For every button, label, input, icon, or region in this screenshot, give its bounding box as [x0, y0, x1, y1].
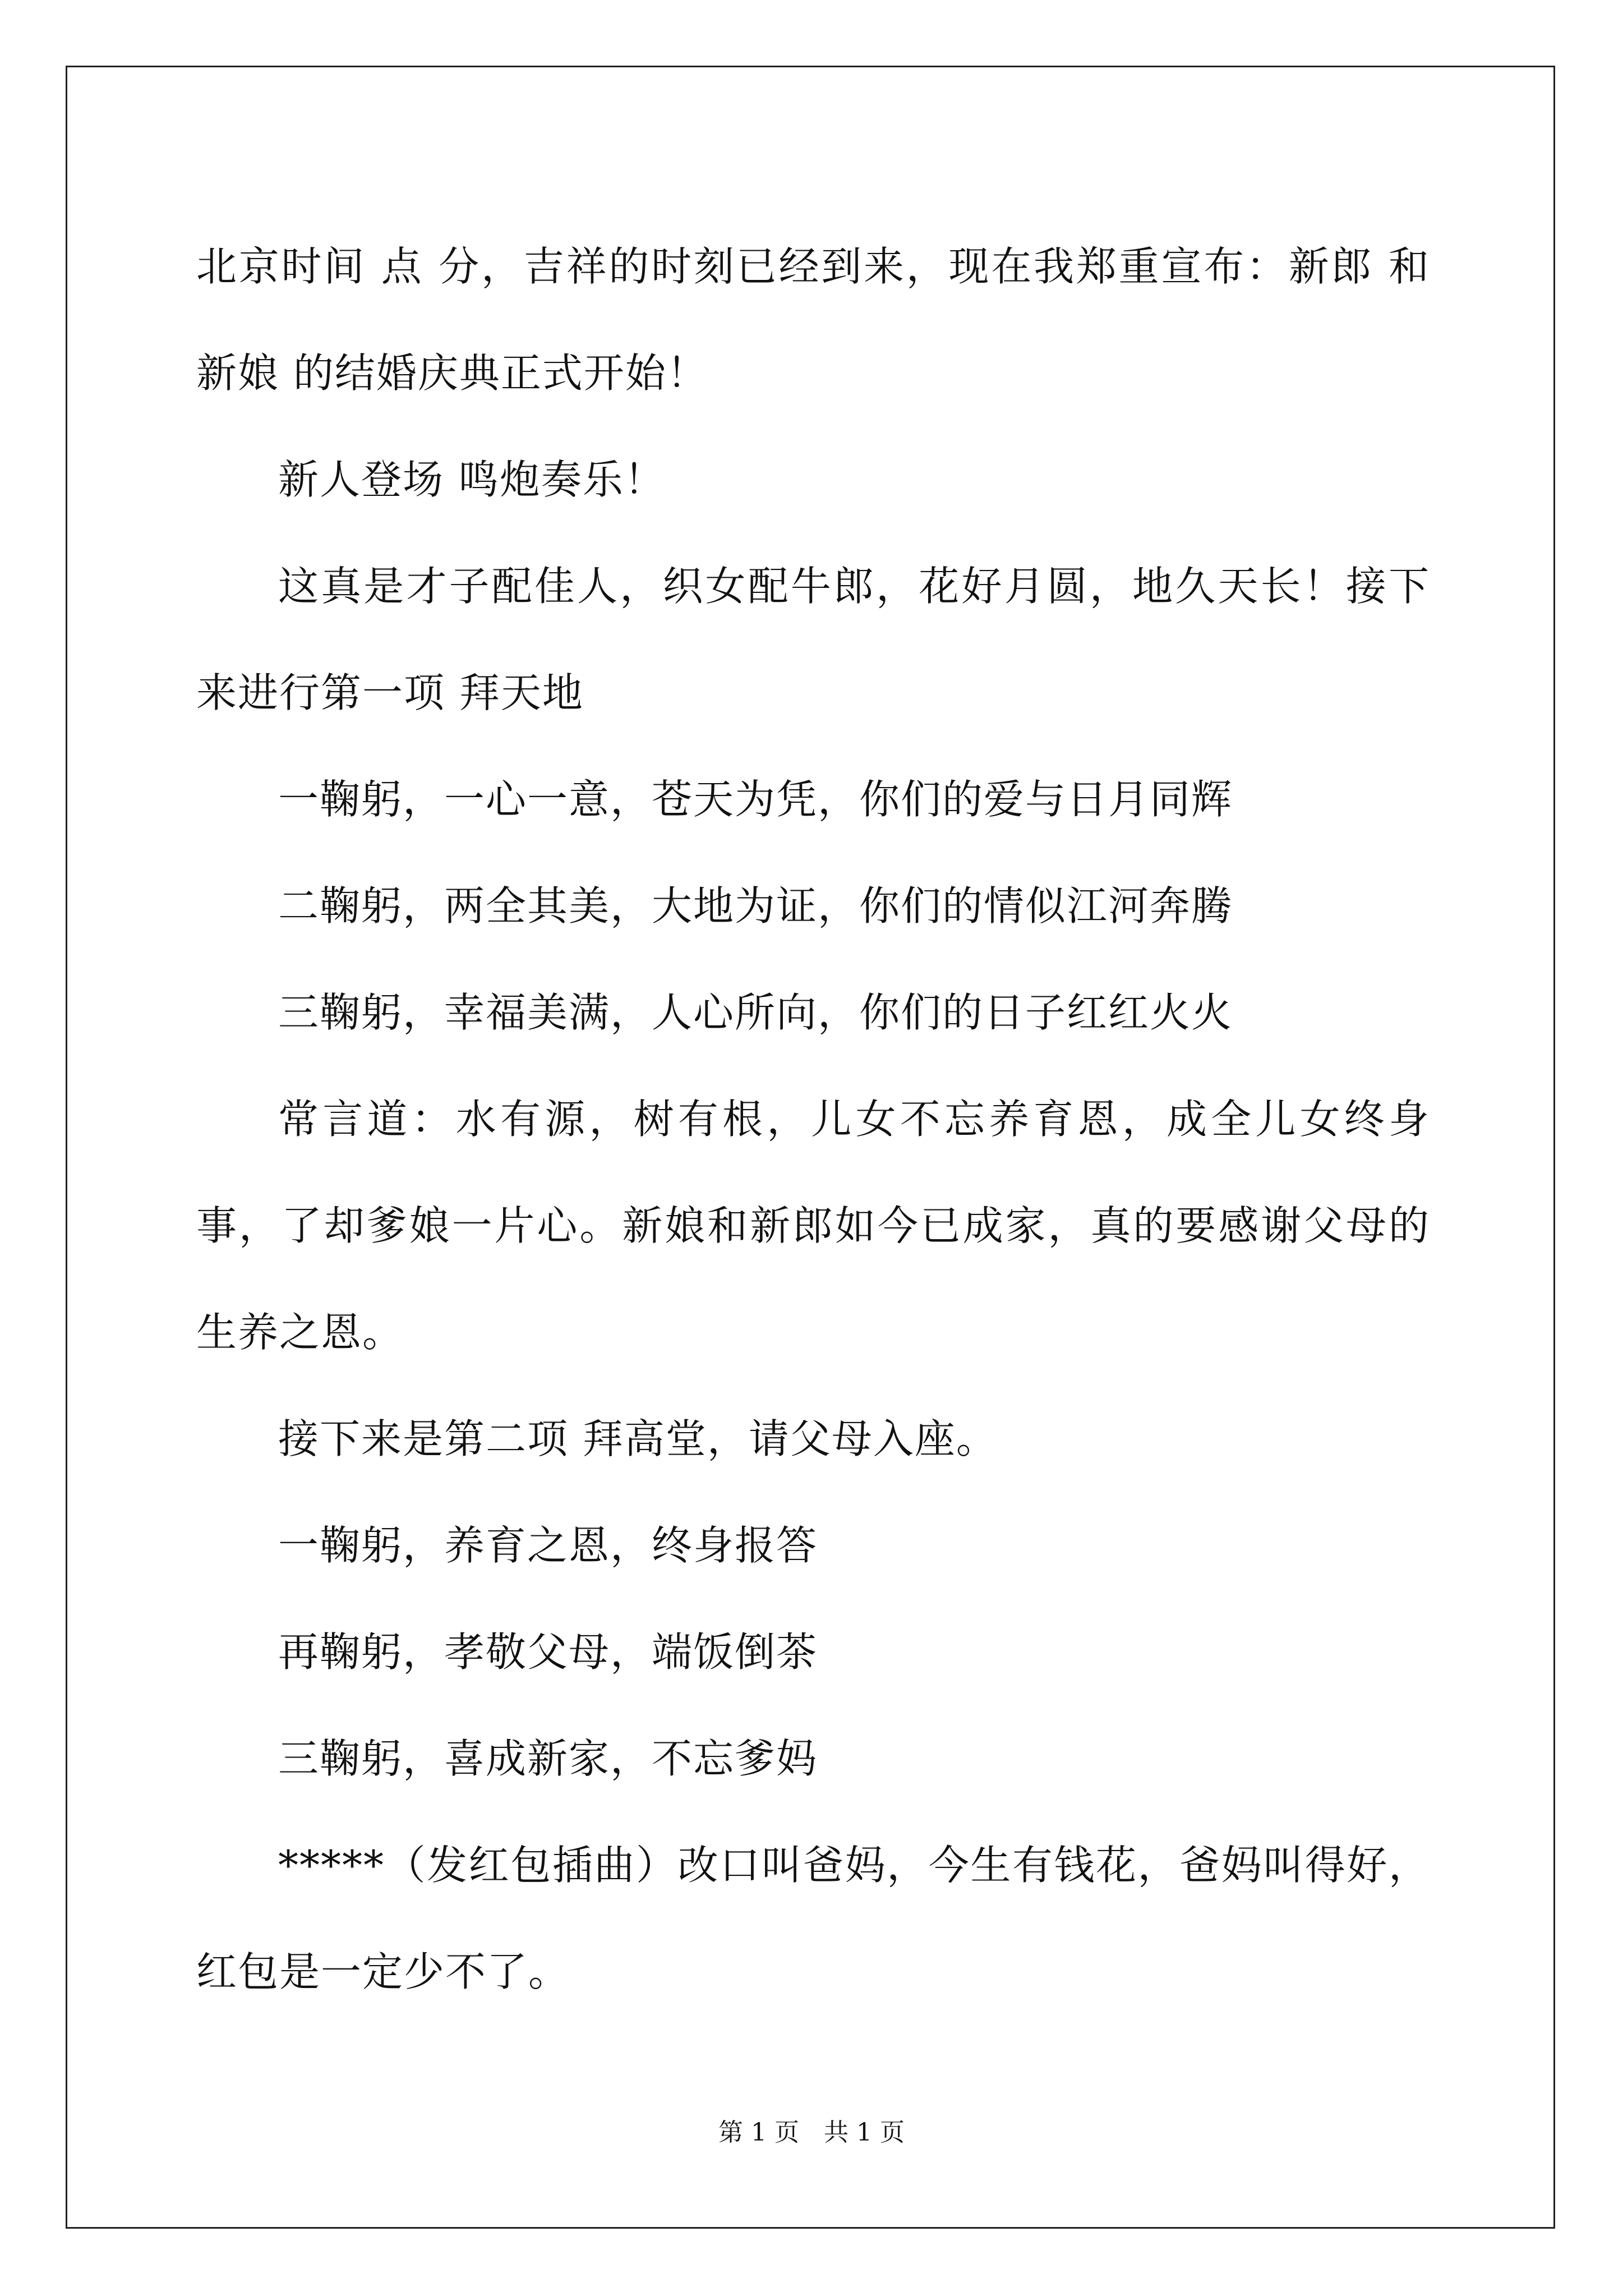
- paragraph-third-bow: 三鞠躬，幸福美满，人心所向，你们的日子红红火火: [278, 989, 1233, 1036]
- paragraph-second-bow: 二鞠躬，两全其美，大地为证，你们的情似江河奔腾: [278, 882, 1233, 930]
- paragraph-heaven-earth-intro: 这真是才子配佳人，织女配牛郎，花好月圆，地久天长！接下来进行第一项 拜天地: [196, 563, 1430, 716]
- paragraph-saying: 常言道：水有源，树有根，儿女不忘养育恩，成全儿女终身事，了却爹娘一片心。新娘和新郎如今已成家，真的要感谢父母的生养之恩。: [196, 1096, 1430, 1356]
- paragraph-parents-intro: 接下来是第二项 拜高堂，请父母入座。: [278, 1415, 998, 1462]
- paragraph-red-envelope: *****（发红包插曲）改口叫爸妈，今生有钱花，爸妈叫得好，红包是一定少不了。: [196, 1842, 1430, 1995]
- document-body: [196, 213, 1430, 2025]
- paragraph-opening: 北京时间 点 分，吉祥的时刻已经到来，现在我郑重宣布：新郎 和新娘 的结婚庆典正式开始！: [196, 243, 1430, 397]
- paragraph-parents-third-bow: 三鞠躬，喜成新家，不忘爹妈: [278, 1735, 818, 1782]
- page-number-footer: 第 1 页 共 1 页: [718, 2118, 905, 2147]
- paragraph-entrance: 新人登场 鸣炮奏乐！: [278, 456, 666, 503]
- paragraph-parents-second-bow: 再鞠躬，孝敬父母，端饭倒茶: [278, 1628, 818, 1676]
- paragraph-first-bow: 一鞠躬，一心一意，苍天为凭，你们的爱与日月同辉: [278, 776, 1233, 823]
- paragraph-parents-first-bow: 一鞠躬，养育之恩，终身报答: [278, 1522, 818, 1569]
